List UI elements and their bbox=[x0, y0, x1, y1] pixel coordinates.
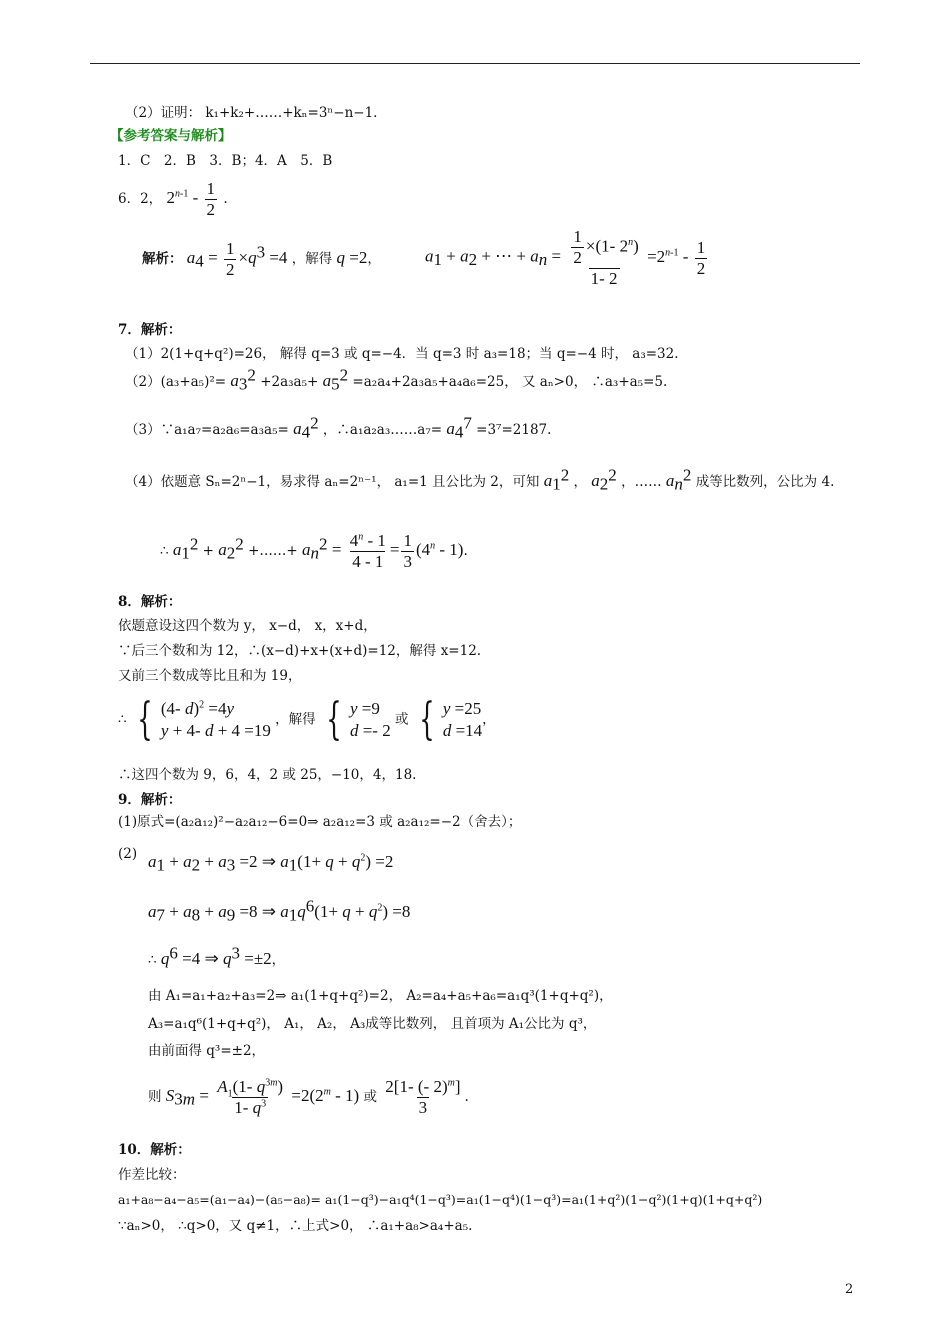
q7-3b: ，∴a₁a₂a₃……a₇= bbox=[322, 422, 443, 438]
q7-part2: $(2)(a_3+a_5)^2= a_3^2 +2a_3a_5+ a_5^2 =a_2a_4+2a_3a_5+a_4a_6=25$， 又 aₙ>0， ∴a₃+a₅=5. bbox=[125, 365, 668, 394]
q9-eq2: $a_7 + a_8 + a_9 =8$ ⇒ $a_1q^6(1+ q + q^2) =8$ bbox=[148, 896, 411, 925]
q8-line1: 依题意设这四个数为 y， x−d， x，x+d， bbox=[118, 618, 377, 634]
answer-heading: 【参考答案与解析】 bbox=[110, 128, 232, 144]
q8-system-2: { y =9 d =- 2 bbox=[326, 694, 391, 745]
q9-line6: 由前面得 q³=±2， bbox=[148, 1043, 266, 1059]
q6-sum-formula: $a_1 + a_2$ + ⋯ + $a_n$ = $\frac{1}{2}$ ×(1- 2$^n$) 1- 2 $=2^{n-1}$ - $\frac{1}{2}$ bbox=[425, 227, 706, 288]
q10-line3: ∵aₙ>0， ∴q>0，又 q≠1，∴上式>0， ∴a₁+a₈>a₄+a₅. bbox=[118, 1218, 473, 1234]
q9-eq3: ∴ $q^6 =4$ ⇒ $q^3 =\pm 2$， bbox=[148, 943, 286, 968]
jiexi-label: 解析： bbox=[142, 251, 183, 267]
q6-solve-text: ，解得 bbox=[291, 251, 333, 267]
q7-4a: （4）依题意 Sₙ=2ⁿ−1，易求得 aₙ=2ⁿ⁻¹， a₁=1 且公比为 2，可知 bbox=[125, 474, 540, 490]
q8-solve-text: ，解得 bbox=[275, 711, 316, 728]
q7-part4: （4）依题意 Sₙ=2ⁿ−1，易求得 aₙ=2ⁿ⁻¹， a₁=1 且公比为 2，可知 $a_1^2$ ， $a_2^2$ ，…… $a_n^2$ 成等比数列，公比为 4. bbox=[125, 465, 835, 494]
q9-final: 则 $S_{3m}$ = $\frac{A_1(1- q^{3m})}{1- q^3}$ $=2(2^m - 1)$ 或 $\frac{2[1- (- 2)^m]}{3}$ . bbox=[148, 1077, 469, 1117]
q7-4c: ，…… bbox=[621, 474, 662, 490]
q7-part1: （1）2(1+q+q²)=26， 解得 q=3 或 q=−4．当 q=3 时 a₃=18；当 q=−4 时， a₃=32. bbox=[125, 346, 679, 362]
q8-line3: 又前三个数成等比且和为 19， bbox=[118, 668, 302, 684]
q7-2a: （2）(a₃+a₅)²= bbox=[125, 374, 227, 390]
q10-title: 10．解析： bbox=[118, 1142, 191, 1158]
q7-2c: =a₂a₄+2a₃a₅+a₄a₆=25， 又 aₙ>0， ∴a₃+a₅=5. bbox=[352, 374, 668, 390]
q6-solution: 解析： $a_4$ = $\frac{1}{2}$ $\times q^3 =4$ ，解得 q =2， bbox=[142, 239, 381, 279]
q8-title: 8．解析： bbox=[118, 594, 182, 610]
q8-line2: ∵后三个数和为 12，∴(x−d)+x+(x+d)=12，解得 x=12. bbox=[118, 643, 482, 659]
q8-systems: ∴ { (4- d)$^2$ =4y y + 4- d + 4 =19 ，解得 { y =9 d =- 2 或 { y =25 d =14 ， bbox=[118, 694, 496, 745]
q7-4b: ， bbox=[573, 474, 587, 490]
q9-line5: A₃=a₁q⁶(1+q+q²)， A₁， A₂， A₃成等比数列， 且首项为 A₁公比为 q³， bbox=[148, 1016, 597, 1032]
q6-tail: . bbox=[223, 191, 228, 207]
q10-line2: a₁+a₈−a₄−a₅=(a₁−a₄)−(a₅−a₈)= a₁(1−q³)−a₁q⁴(1−q³)=a₁(1−q⁴)(1−q³)=a₁(1+q²)(1−q²)(1+q)(1+q+q²) bbox=[118, 1192, 763, 1207]
q9-title: 9．解析： bbox=[118, 792, 182, 808]
q7-title: 7．解析： bbox=[118, 322, 182, 338]
q9-part2-label: (2) bbox=[118, 846, 138, 862]
q7-3a: （3）∵a₁a₇=a₂a₆=a₃a₅= bbox=[125, 422, 289, 438]
q6-label: 6．2， bbox=[118, 191, 163, 207]
q9-line4: 由 A₁=a₁+a₂+a₃=2⇒ a₁(1+q+q²)=2， A₂=a₄+a₅+a₆=a₁q³(1+q+q²)， bbox=[148, 988, 613, 1004]
q9-eq1: $a_1 + a_2 + a_3 =2$ ⇒ $a_1(1+ q + q^2) =2$ bbox=[148, 852, 394, 875]
q7-part3: （3）∵a₁a₇=a₂a₆=a₃a₅= $a_4^2$ ，∴a₁a₂a₃……a₇= $a_4^7 =3^7=2187$. bbox=[125, 413, 552, 442]
answers-1-5: 1．C 2．B 3．B；4．A 5．B bbox=[118, 153, 333, 169]
page-number: 2 bbox=[845, 1282, 854, 1297]
q7-2b: +2a₃a₅+ bbox=[260, 374, 319, 390]
q9-part1: (1)原式=(a₂a₁₂)²−a₂a₁₂−6=0⇒ a₂a₁₂=3 或 a₂a₁₂=−2（舍去）； bbox=[118, 814, 522, 830]
q8-system-1: { (4- d)$^2$ =4y y + 4- d + 4 =19 bbox=[137, 694, 271, 745]
q7-3c: =3⁷=2187. bbox=[476, 422, 552, 438]
prove-line: （2）证明： k₁+k₂+……+kₙ=3ⁿ−n−1. bbox=[125, 105, 378, 121]
q7-4d: 成等比数列，公比为 4. bbox=[695, 474, 835, 490]
q10-line1: 作差比较： bbox=[118, 1167, 186, 1183]
header-rule bbox=[90, 63, 860, 64]
q7-sum-formula: ∴ $a_1^2 + a_2^2$ +……+ $a_n^2$ = $\frac{4^n - 1}{4 - 1}$ = $\frac{1}{3}$ (4$^n$ - 1). bbox=[160, 531, 468, 571]
q8-line4: ∴这四个数为 9，6，4，2 或 25，−10，4，18. bbox=[118, 767, 417, 783]
q6-line: 6．2， 2$^{n-1}$ - $\frac{1}{2}$ . bbox=[118, 179, 228, 219]
q8-system-3: { y =25 d =14 bbox=[419, 694, 483, 745]
